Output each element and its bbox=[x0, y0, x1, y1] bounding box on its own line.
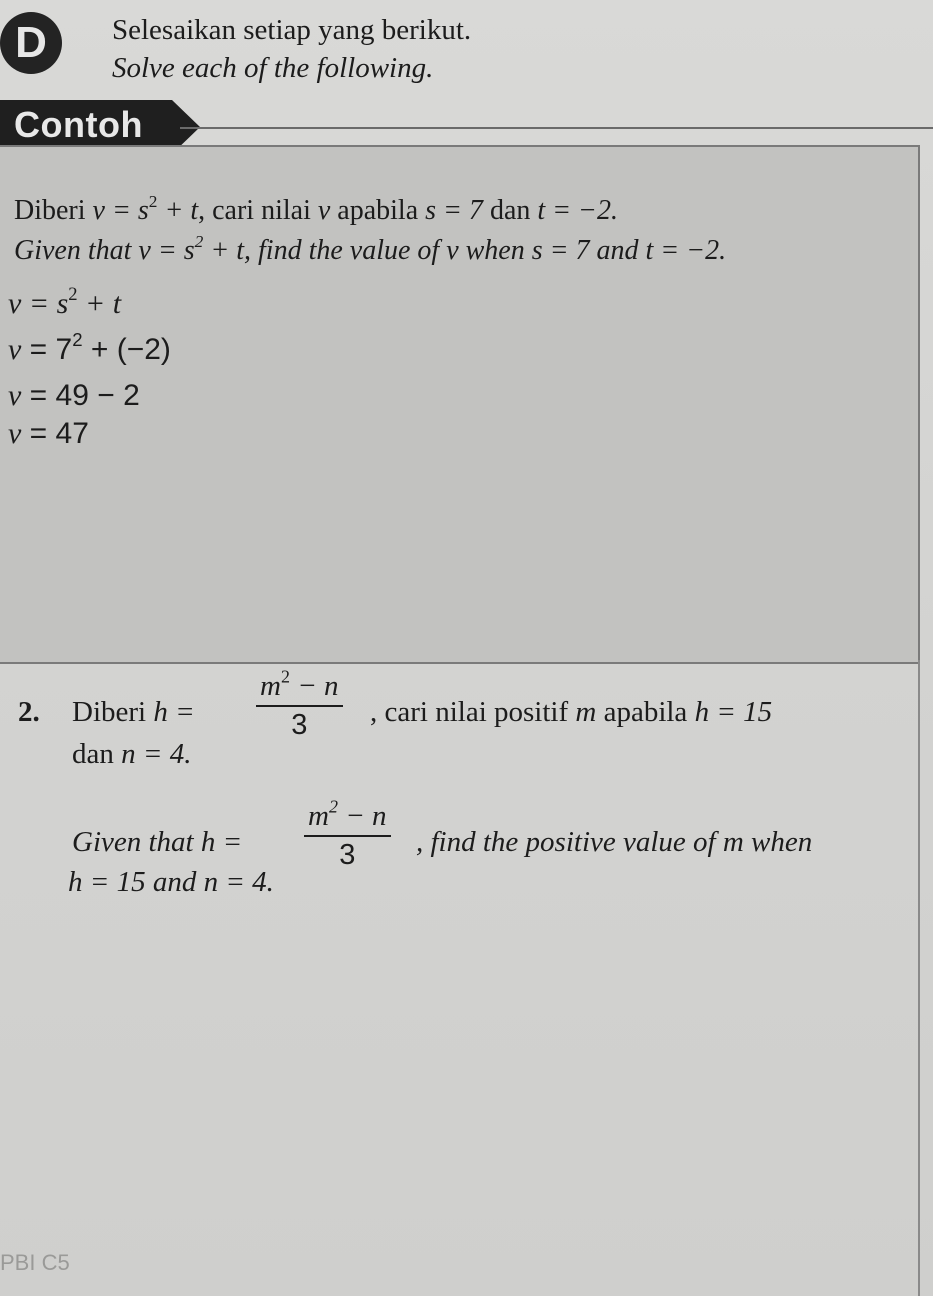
question-english-tail: , find the positive value of m when bbox=[416, 826, 813, 858]
example-header-rule bbox=[180, 127, 933, 129]
section-badge: D bbox=[0, 12, 62, 74]
footer-smudge: PBI C5 bbox=[0, 1250, 70, 1275]
example-box bbox=[0, 145, 920, 664]
example-label: Contoh bbox=[14, 104, 143, 145]
example-step-3: v = 49 − 2 bbox=[8, 379, 140, 412]
question-number: 2. bbox=[18, 696, 40, 728]
question-english-line2: h = 15 and n = 4. bbox=[68, 866, 274, 898]
example-given-malay: Diberi $v = s^2 + t$, cari nilai v apabila s = 7 dan t = −2. bbox=[14, 191, 618, 226]
question-malay-tail: , cari nilai positif m apabila h = 15 bbox=[370, 696, 773, 728]
fraction-malay: $\frac{m^2 - n}{3}$ bbox=[256, 670, 343, 742]
example-step-2: $v = 7^2 + (-2)$ bbox=[8, 328, 171, 366]
instruction-malay: Selesaikan setiap yang berikut. bbox=[112, 14, 472, 46]
example-step-4: v = 47 bbox=[8, 417, 89, 450]
question-malay-line2: dan n = 4. bbox=[72, 738, 192, 770]
fraction-english: $\frac{m^2 - n}{3}$ bbox=[304, 800, 391, 872]
question-malay-lead: Diberi h = bbox=[72, 696, 195, 728]
page-right-rule bbox=[918, 660, 920, 1296]
example-step-1: $v = s^2 + t$ bbox=[8, 283, 122, 320]
example-given-english: Given that $v = s^2 + t$, find the value of v when s = 7 and t = −2. bbox=[14, 231, 727, 266]
question-english-lead: Given that h = bbox=[72, 826, 243, 858]
instruction-english: Solve each of the following. bbox=[112, 52, 434, 84]
